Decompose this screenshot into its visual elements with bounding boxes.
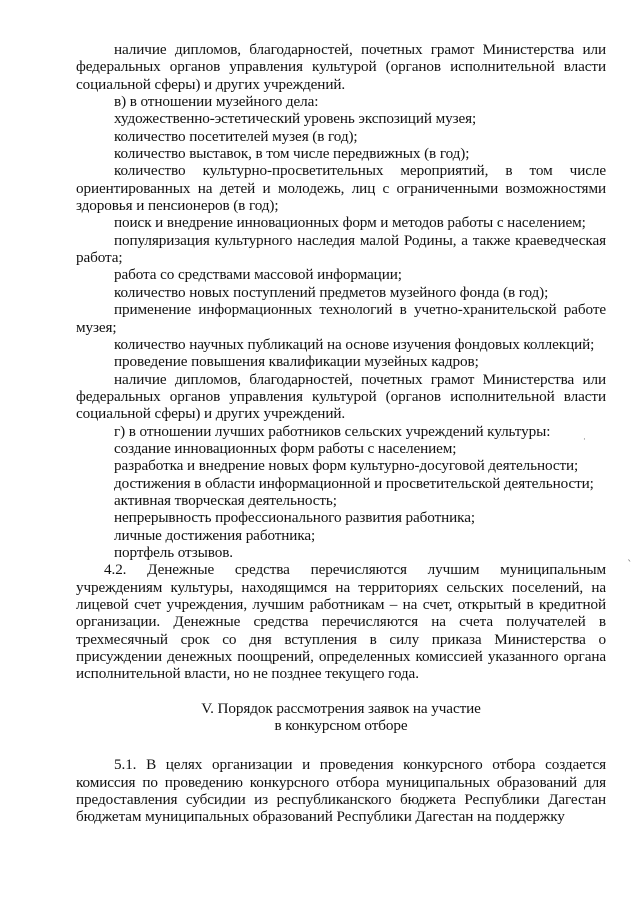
- paragraph: количество научных публикаций на основе изучения фондовых коллекций;: [114, 335, 595, 353]
- paragraph: поиск и внедрение инновационных форм и методов работы с населением;: [114, 214, 586, 232]
- paragraph: личные достижения работника;: [114, 526, 316, 544]
- scan-speck: ˋ: [627, 558, 633, 571]
- clause-5-1: 5.1. В целях организации и проведения конкурсного отбора создается комиссия по проведению конкурсного отбора муниципальных образований для предоставления субсидии из республиканского бюджета Республики Дагестан бюджетам муниципальных образований Республики Дагестан на поддержку: [76, 756, 606, 826]
- paragraph: портфель отзывов.: [114, 543, 233, 561]
- paragraph: создание инновационных форм работы с населением;: [114, 439, 457, 457]
- paragraph: популяризация культурного наследия малой Родины, а также краеведческая работа;: [76, 231, 606, 267]
- document-body: [76, 41, 606, 826]
- paragraph: непрерывность профессионального развития работника;: [114, 509, 475, 527]
- paragraph: количество культурно-просветительных мероприятий, в том числе ориентированных на детей и молодежь, лиц с ограниченными возможностями здоровья и пенсионеров (в год);: [76, 162, 606, 215]
- paragraph: проведение повышения квалификации музейных кадров;: [114, 353, 479, 371]
- paragraph: г) в отношении лучших работников сельских учреждений культуры:: [114, 422, 551, 440]
- scan-speck: ·: [583, 435, 586, 445]
- paragraph: количество выставок, в том числе передвижных (в год);: [114, 145, 470, 163]
- paragraph: количество новых поступлений предметов музейного фонда (в год);: [114, 283, 549, 301]
- clause-4-2: 4.2. Денежные средства перечисляются лучшим муниципальным учреждениям культуры, находящимся на территориях сельских поселений, на лицевой счет учреждения, лучшим работникам – на счет, открытый в кредитной организации. Денежные средства перечисляются на счета получателей в трехмесячный срок со дня вступления в силу приказа Министерства о присуждении денежных поощрений, определенных комиссией указанного органа исполнительной власти, но не позднее текущего года.: [76, 561, 606, 683]
- paragraph: количество посетителей музея (в год);: [114, 127, 358, 145]
- paragraph: художественно-эстетический уровень экспозиций музея;: [114, 110, 477, 128]
- section-heading-line2: в конкурсном отборе: [274, 717, 408, 735]
- section-heading-line1: V. Порядок рассмотрения заявок на участие: [201, 699, 481, 717]
- paragraph: в) в отношении музейного дела:: [114, 93, 319, 111]
- paragraph: достижения в области информационной и просветительской деятельности;: [114, 474, 594, 492]
- paragraph: применение информационных технологий в учетно-хранительской работе музея;: [76, 301, 606, 336]
- paragraph: разработка и внедрение новых форм культурно-досуговой деятельности;: [114, 457, 579, 475]
- paragraph: активная творческая деятельность;: [114, 491, 337, 509]
- spacer: [76, 734, 606, 756]
- paragraph: наличие дипломов, благодарностей, почетных грамот Министерства или федеральных органов управления культурой (органов исполнительной власти социальной сферы) и других учреждений.: [76, 370, 606, 423]
- spacer: [76, 683, 606, 700]
- paragraph: наличие дипломов, благодарностей, почетных грамот Министерства или федеральных органов управления культурой (органов исполнительной власти социальной сферы) и других учреждений.: [76, 41, 606, 93]
- paragraph: работа со средствами массовой информации;: [114, 266, 402, 284]
